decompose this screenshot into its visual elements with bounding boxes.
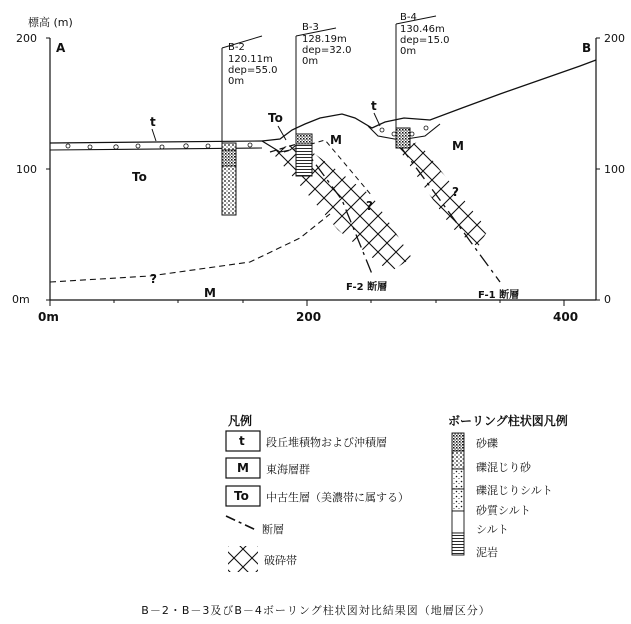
section-end-b: B: [582, 41, 592, 55]
b2-base: 0m: [228, 76, 245, 87]
legend-title: 凡例: [228, 414, 253, 428]
basement-dashed: [50, 214, 330, 282]
bh-legend-1: 砂礫: [476, 437, 498, 450]
b3-elev: 128.19m: [302, 34, 347, 45]
legend-symbol-to-text: To: [234, 489, 249, 503]
x-tick-400: 400: [553, 310, 579, 324]
b3-base: 0m: [302, 56, 319, 67]
bh-legend-6: 泥岩: [476, 546, 498, 559]
legend: [226, 413, 409, 572]
crush-zone-f2: [270, 143, 412, 272]
bh-legend-6-swatch: [452, 533, 464, 555]
label-t-right: t: [371, 99, 377, 113]
label-q2: ?: [366, 199, 373, 213]
crush-zone-f1: [398, 142, 488, 247]
b3-id: B-3: [302, 22, 319, 33]
bh-legend-5: シルト: [476, 523, 509, 536]
legend-item-to: 中古生層（美濃帯に属する）: [266, 491, 409, 504]
label-to-left: To: [132, 170, 147, 184]
borehole-b4: [396, 12, 450, 148]
label-q1: ?: [150, 272, 157, 286]
bh-legend-2: 礫混じり砂: [476, 461, 531, 474]
b4-depth: dep=15.0: [400, 35, 450, 46]
b3-depth: dep=32.0: [302, 45, 352, 56]
borehole-b2: [222, 36, 278, 215]
label-m-left: M: [204, 286, 216, 300]
x-tick-0: 0m: [38, 310, 59, 324]
legend-item-t: 段丘堆積物および沖積層: [266, 436, 387, 449]
y-tick-0: 0m: [12, 293, 30, 306]
borehole-b3: [296, 22, 352, 176]
b4-elev: 130.46m: [400, 24, 445, 35]
legend-fault-symbol: [226, 516, 256, 530]
fault-label-f2: F-2 断層: [346, 282, 388, 293]
bh-legend-4: 砂質シルト: [476, 504, 531, 517]
y-axis-label: 標高 (m): [28, 16, 73, 29]
legend-crush-text: 破砕帯: [264, 554, 297, 567]
b2-id: B-2: [228, 42, 245, 53]
legend-item-m: 東海層群: [266, 463, 310, 476]
b4-base: 0m: [400, 46, 417, 57]
borehole-legend: [448, 413, 568, 559]
bh-legend-4-swatch: [452, 489, 464, 511]
bh-legend-3-swatch: [452, 469, 464, 489]
bh-legend-5-swatch: [452, 511, 464, 533]
bh-legend-1-swatch: [452, 433, 464, 451]
legend-fault-text: 断層: [262, 523, 284, 536]
y-tick-200: 200: [16, 32, 37, 45]
borehole-legend-title: ボーリング柱状図凡例: [448, 414, 568, 428]
bh-legend-2-swatch: [452, 451, 464, 469]
label-q3: ?: [452, 185, 459, 199]
label-to-mid: To: [268, 111, 283, 125]
legend-crush-symbol: [228, 546, 258, 572]
fault-label-f1: F-1 断層: [478, 290, 520, 301]
bh-legend-3: 礫混じりシルト: [476, 484, 553, 497]
label-t-left: t: [150, 115, 156, 129]
section-end-a: A: [56, 41, 66, 55]
b2-depth: dep=55.0: [228, 65, 278, 76]
figure-caption: B－2・B－3及びB－4ボーリング柱状図対比結果図（地層区分）: [141, 604, 491, 617]
y-tick-100: 100: [16, 163, 37, 176]
y-tick-right-200: 200: [604, 32, 625, 45]
b4-id: B-4: [400, 12, 417, 23]
label-m-right: M: [452, 139, 464, 153]
b2-elev: 120.11m: [228, 54, 273, 65]
gravel-marks: [66, 126, 428, 149]
label-m-mid: M: [330, 133, 342, 147]
y-tick-right-100: 100: [604, 163, 625, 176]
ground-profile: [50, 60, 596, 152]
legend-symbol-m-text: M: [237, 461, 249, 475]
y-tick-right-0: 0: [604, 293, 611, 306]
legend-symbol-t-text: t: [239, 434, 245, 448]
x-tick-200: 200: [296, 310, 322, 324]
